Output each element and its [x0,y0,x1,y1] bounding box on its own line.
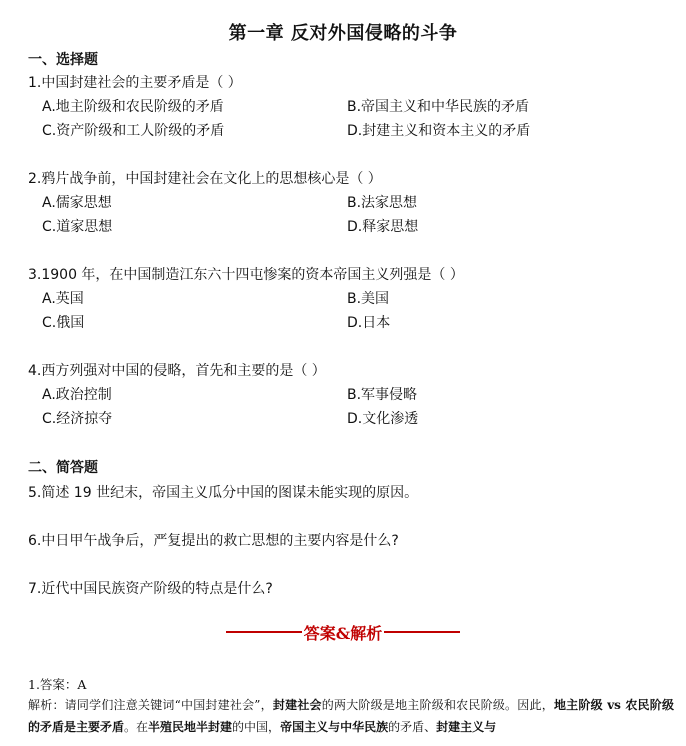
explain-emphasis: 封建主义与 [436,720,497,734]
explain-emphasis: 半殖民地半封建 [148,720,233,734]
question-2-option-a: A.儒家思想 [42,195,112,211]
divider-line-right [384,631,460,633]
explain-text: 的矛盾、 [388,720,437,734]
answer-divider [0,621,686,643]
question-1-option-a: A.地主阶级和农民阶级的矛盾 [42,99,224,115]
answer-1-explanation [28,694,674,738]
question-1-option-d: D.封建主义和资本主义的矛盾 [347,123,531,139]
question-6-stem: 6.中日甲午战争后，严复提出的救亡思想的主要内容是什么? [28,533,399,549]
divider-line-left [226,631,302,633]
question-3-stem: 3.1900 年，在中国制造江东六十四屯惨案的资本帝国主义列强是（ ） [28,267,464,283]
explain-emphasis: 帝国主义与中华民族 [280,720,389,734]
explain-emphasis: 封建社会 [272,698,322,712]
section-short-heading: 二、简答题 [28,460,98,476]
explain-text: 的两大阶级是地主阶级和农民阶级。因此， [321,698,554,712]
question-3-option-c: C.俄国 [42,315,85,331]
question-1-option-c: C.资产阶级和工人阶级的矛盾 [42,123,225,139]
question-2-option-c: C.道家思想 [42,219,113,235]
question-4-stem: 4.西方列强对中国的侵略，首先和主要的是（ ） [28,363,326,379]
question-5-stem: 5.简述 19 世纪末，帝国主义瓜分中国的图谋未能实现的原因。 [28,485,419,501]
page-title: 第一章 反对外国侵略的斗争 [228,23,458,44]
question-1-stem: 1.中国封建社会的主要矛盾是（ ） [28,75,242,91]
answer-1-label: 1.答案：A [28,677,87,692]
question-3-option-b: B.美国 [347,291,390,307]
question-2-option-d: D.释家思想 [347,219,419,235]
question-4-option-d: D.文化渗透 [347,411,419,427]
question-2-stem: 2.鸦片战争前，中国封建社会在文化上的思想核心是（ ） [28,171,382,187]
question-7-stem: 7.近代中国民族资产阶级的特点是什么? [28,581,273,597]
question-4-option-c: C.经济掠夺 [42,411,113,427]
question-1-option-b: B.帝国主义和中华民族的矛盾 [347,99,530,115]
question-3-option-d: D.日本 [347,315,391,331]
question-4-option-a: A.政治控制 [42,387,112,403]
section-choice-heading: 一、选择题 [28,52,98,68]
question-3-option-a: A.英国 [42,291,84,307]
question-2-option-b: B.法家思想 [347,195,418,211]
question-4-option-b: B.军事侵略 [347,387,418,403]
explain-text: 的中国， [232,720,281,734]
explain-text: 解析：请同学们注意关键词“中国封建社会”， [28,698,273,712]
explain-text: 。在 [124,720,149,734]
explain-emphasis: 地主阶级 vs 农民阶级的矛盾是主要矛盾 [28,698,674,734]
answer-header: 答案&解析 [303,623,383,643]
